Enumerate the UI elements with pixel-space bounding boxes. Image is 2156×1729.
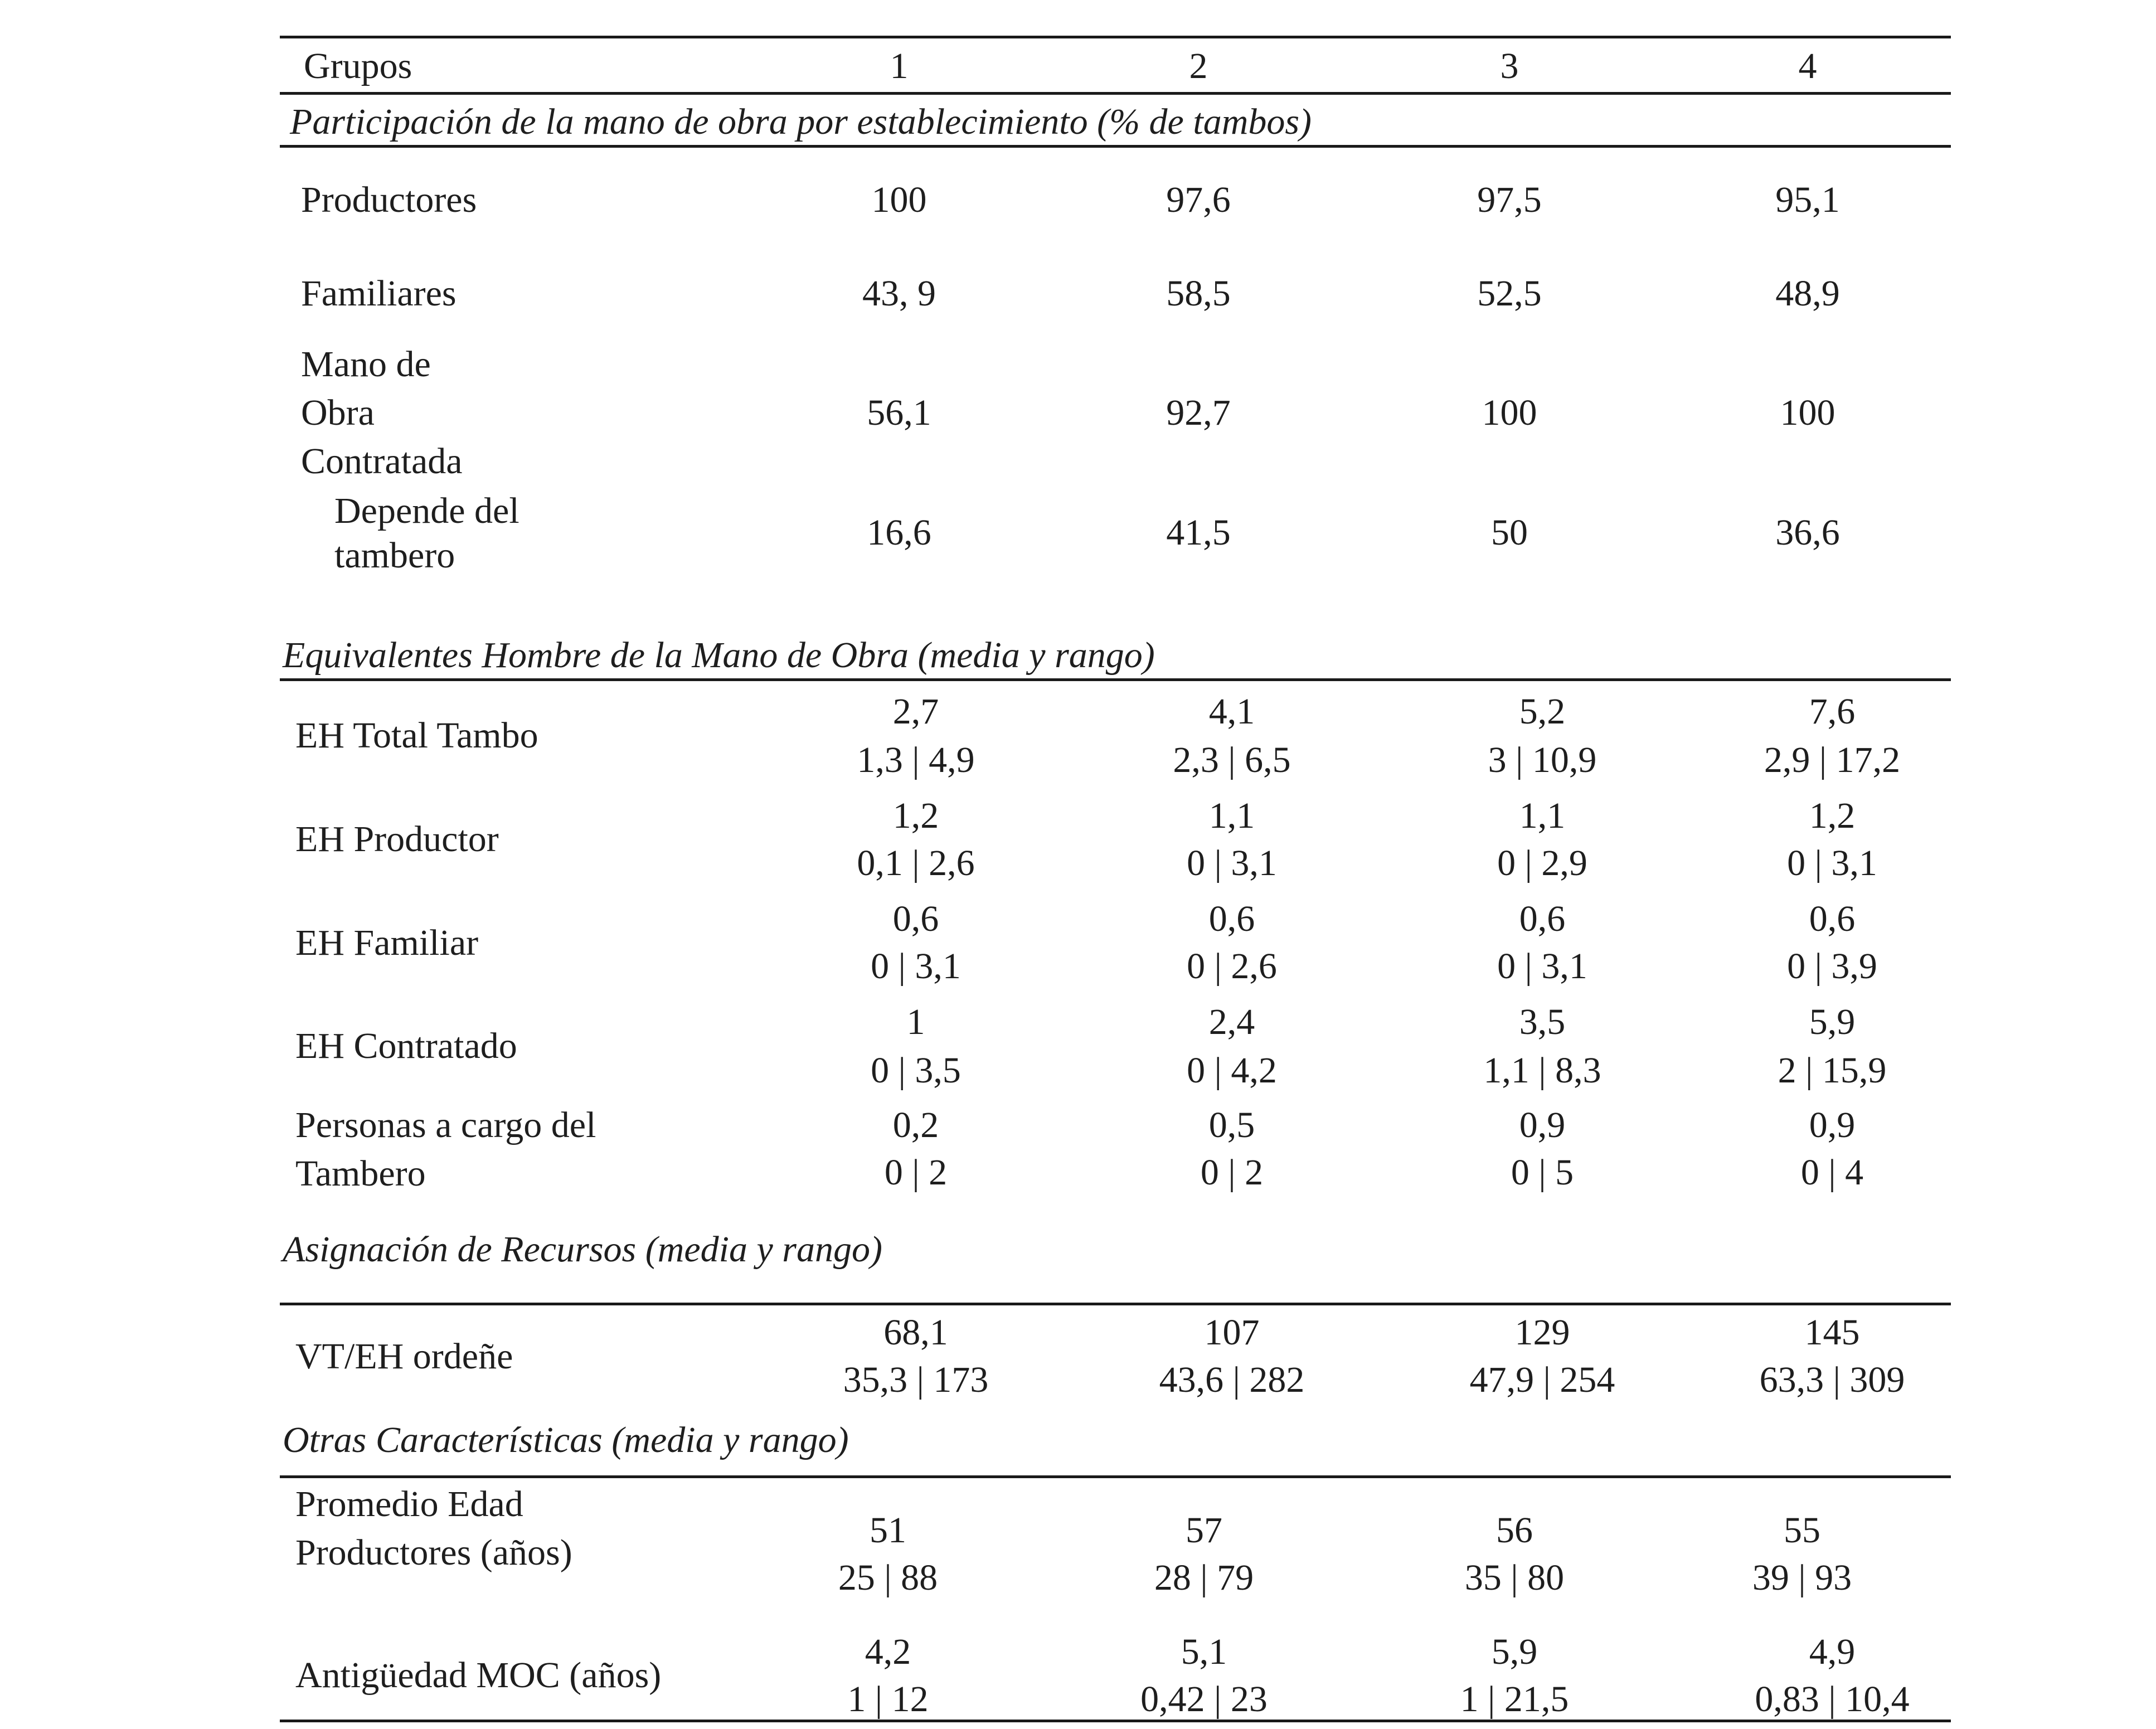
row-label-productores: Productores bbox=[301, 179, 477, 220]
row-label-edad-line2: Productores (años) bbox=[295, 1532, 572, 1573]
range-eh-total-g4: 2,9 | 17,2 bbox=[1764, 740, 1901, 780]
cell-depende-g3: 50 bbox=[1491, 512, 1528, 553]
mean-personas-g4: 0,9 bbox=[1809, 1105, 1856, 1145]
range-edad-g3: 35 | 80 bbox=[1464, 1557, 1565, 1598]
mean-personas-g2: 0,5 bbox=[1208, 1105, 1255, 1145]
row-label-eh-productor: EH Productor bbox=[295, 819, 499, 859]
mean-edad-g1: 51 bbox=[870, 1510, 906, 1551]
range-eh-contratado-g2: 0 | 4,2 bbox=[1187, 1050, 1277, 1091]
range-eh-productor-g3: 0 | 2,9 bbox=[1497, 843, 1587, 883]
mean-eh-productor-g3: 1,1 bbox=[1519, 795, 1566, 836]
cell-moc-g1: 56,1 bbox=[867, 392, 931, 433]
header-group-2: 2 bbox=[1189, 46, 1208, 86]
cell-productores-g4: 95,1 bbox=[1775, 179, 1840, 220]
mean-antiguedad-g2: 5,1 bbox=[1181, 1631, 1227, 1672]
cell-productores-g1: 100 bbox=[871, 179, 927, 220]
range-eh-productor-g4: 0 | 3,1 bbox=[1787, 843, 1877, 883]
range-eh-productor-g1: 0,1 | 2,6 bbox=[857, 843, 975, 883]
row-label-vt-eh: VT/EH ordeñe bbox=[295, 1336, 513, 1377]
top-rule bbox=[280, 36, 1951, 38]
range-edad-g1: 25 | 88 bbox=[838, 1557, 938, 1598]
row-label-personas-line1: Personas a cargo del bbox=[295, 1105, 596, 1145]
range-antiguedad-g1: 1 | 12 bbox=[847, 1679, 929, 1720]
range-eh-total-g3: 3 | 10,9 bbox=[1488, 740, 1597, 780]
cell-depende-g2: 41,5 bbox=[1166, 512, 1231, 553]
header-bottom-rule bbox=[280, 92, 1951, 95]
header-group-3: 3 bbox=[1500, 46, 1519, 86]
row-label-moc-line2: Obra bbox=[301, 392, 375, 433]
range-eh-contratado-g3: 1,1 | 8,3 bbox=[1483, 1050, 1601, 1091]
mean-eh-familiar-g1: 0,6 bbox=[892, 899, 939, 939]
range-eh-familiar-g2: 0 | 2,6 bbox=[1187, 946, 1277, 987]
mean-antiguedad-g1: 4,2 bbox=[865, 1631, 911, 1672]
mean-vt-eh-g4: 145 bbox=[1804, 1312, 1860, 1353]
mean-edad-g3: 56 bbox=[1496, 1510, 1533, 1551]
section1-title: Participación de la mano de obra por establecimiento (% de tambos) bbox=[290, 101, 1312, 142]
cell-productores-g2: 97,6 bbox=[1166, 179, 1231, 220]
row-label-depende-line2: tambero bbox=[334, 535, 455, 576]
section4-rule bbox=[280, 1475, 1951, 1478]
section4-title: Otras Características (media y rango) bbox=[283, 1420, 849, 1460]
range-personas-g3: 0 | 5 bbox=[1511, 1152, 1574, 1193]
mean-edad-g4: 55 bbox=[1784, 1510, 1820, 1551]
row-label-moc-line3: Contratada bbox=[301, 441, 463, 482]
range-personas-g1: 0 | 2 bbox=[884, 1152, 948, 1193]
range-vt-eh-g4: 63,3 | 309 bbox=[1759, 1359, 1905, 1400]
range-vt-eh-g1: 35,3 | 173 bbox=[843, 1359, 989, 1400]
row-label-antiguedad: Antigüedad MOC (años) bbox=[295, 1655, 662, 1696]
mean-eh-familiar-g4: 0,6 bbox=[1809, 899, 1856, 939]
row-label-personas-line2: Tambero bbox=[295, 1153, 426, 1194]
mean-eh-total-g3: 5,2 bbox=[1519, 691, 1566, 732]
range-vt-eh-g2: 43,6 | 282 bbox=[1159, 1359, 1305, 1400]
range-vt-eh-g3: 47,9 | 254 bbox=[1469, 1359, 1615, 1400]
mean-eh-contratado-g1: 1 bbox=[906, 1002, 925, 1042]
mean-antiguedad-g4: 4,9 bbox=[1809, 1631, 1856, 1672]
range-eh-contratado-g4: 2 | 15,9 bbox=[1778, 1050, 1887, 1091]
cell-moc-g4: 100 bbox=[1780, 392, 1835, 433]
cell-depende-g1: 16,6 bbox=[867, 512, 931, 553]
header-group-1: 1 bbox=[890, 46, 909, 86]
range-eh-productor-g2: 0 | 3,1 bbox=[1187, 843, 1277, 883]
mean-eh-contratado-g3: 3,5 bbox=[1519, 1002, 1566, 1042]
cell-familiares-g2: 58,5 bbox=[1166, 273, 1231, 314]
row-label-eh-total: EH Total Tambo bbox=[295, 715, 538, 756]
mean-vt-eh-g2: 107 bbox=[1204, 1312, 1260, 1353]
cell-moc-g3: 100 bbox=[1482, 392, 1537, 433]
mean-eh-contratado-g4: 5,9 bbox=[1809, 1002, 1856, 1042]
range-eh-total-g2: 2,3 | 6,5 bbox=[1173, 740, 1291, 780]
range-eh-familiar-g4: 0 | 3,9 bbox=[1787, 946, 1877, 987]
mean-eh-total-g2: 4,1 bbox=[1208, 691, 1255, 732]
mean-personas-g3: 0,9 bbox=[1519, 1105, 1566, 1145]
cell-depende-g4: 36,6 bbox=[1775, 512, 1840, 553]
mean-vt-eh-g3: 129 bbox=[1514, 1312, 1570, 1353]
range-antiguedad-g4: 0,83 | 10,4 bbox=[1755, 1679, 1910, 1720]
range-eh-familiar-g1: 0 | 3,1 bbox=[871, 946, 961, 987]
range-eh-familiar-g3: 0 | 3,1 bbox=[1497, 946, 1587, 987]
mean-eh-productor-g2: 1,1 bbox=[1208, 795, 1255, 836]
mean-vt-eh-g1: 68,1 bbox=[883, 1312, 948, 1353]
row-label-depende-line1: Depende del bbox=[334, 490, 519, 531]
mean-eh-total-g1: 2,7 bbox=[892, 691, 939, 732]
row-label-familiares: Familiares bbox=[301, 273, 457, 314]
cell-familiares-g4: 48,9 bbox=[1775, 273, 1840, 314]
row-label-moc-line1: Mano de bbox=[301, 344, 431, 385]
mean-eh-familiar-g3: 0,6 bbox=[1519, 899, 1566, 939]
row-label-eh-contratado: EH Contratado bbox=[295, 1026, 517, 1066]
header-row-label: Grupos bbox=[304, 46, 412, 86]
mean-eh-productor-g4: 1,2 bbox=[1809, 795, 1856, 836]
cell-familiares-g3: 52,5 bbox=[1477, 273, 1542, 314]
section3-rule bbox=[280, 1303, 1951, 1305]
range-personas-g4: 0 | 4 bbox=[1800, 1152, 1864, 1193]
range-edad-g2: 28 | 79 bbox=[1154, 1557, 1254, 1598]
mean-eh-familiar-g2: 0,6 bbox=[1208, 899, 1255, 939]
mean-edad-g2: 57 bbox=[1186, 1510, 1222, 1551]
range-antiguedad-g3: 1 | 21,5 bbox=[1460, 1679, 1569, 1720]
row-label-edad-line1: Promedio Edad bbox=[295, 1484, 523, 1524]
range-edad-g4: 39 | 93 bbox=[1752, 1557, 1852, 1598]
range-eh-total-g1: 1,3 | 4,9 bbox=[857, 740, 975, 780]
cell-productores-g3: 97,5 bbox=[1477, 179, 1542, 220]
range-personas-g2: 0 | 2 bbox=[1200, 1152, 1264, 1193]
mean-eh-total-g4: 7,6 bbox=[1809, 691, 1856, 732]
row-label-eh-familiar: EH Familiar bbox=[295, 922, 479, 963]
cell-moc-g2: 92,7 bbox=[1166, 392, 1231, 433]
section3-title: Asignación de Recursos (media y rango) bbox=[283, 1229, 882, 1270]
cell-familiares-g1: 43, 9 bbox=[862, 273, 936, 314]
range-eh-contratado-g1: 0 | 3,5 bbox=[871, 1050, 961, 1091]
mean-antiguedad-g3: 5,9 bbox=[1491, 1631, 1538, 1672]
section2-title: Equivalentes Hombre de la Mano de Obra (media y rango) bbox=[283, 635, 1155, 676]
mean-eh-productor-g1: 1,2 bbox=[892, 795, 939, 836]
range-antiguedad-g2: 0,42 | 23 bbox=[1140, 1679, 1268, 1720]
header-group-4: 4 bbox=[1798, 46, 1817, 86]
mean-eh-contratado-g2: 2,4 bbox=[1208, 1002, 1255, 1042]
mean-personas-g1: 0,2 bbox=[892, 1105, 939, 1145]
